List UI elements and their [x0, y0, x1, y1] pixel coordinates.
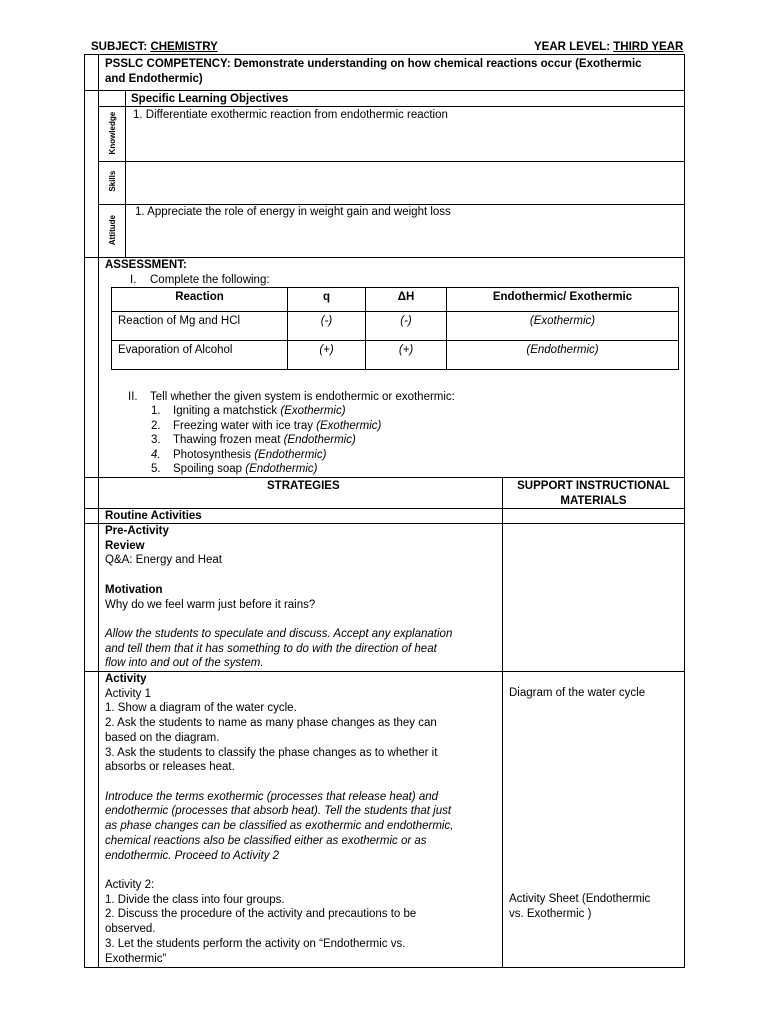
activity2-step: Exothermic” [105, 952, 167, 965]
part2-num: II. [128, 391, 138, 403]
motivation-note-line: and tell them that it has something to do with the direction of heat [105, 642, 437, 655]
item-text: Thawing frozen meat [173, 434, 284, 447]
material-activity-sheet-line2: vs. Exothermic ) [509, 907, 592, 920]
item-num: 2. [151, 419, 161, 432]
activity2-step: 3. Let the students perform the activity on “Endothermic vs. [105, 937, 406, 950]
cell-q: (-) [288, 312, 366, 341]
activity1-step: 1. Show a diagram of the water cycle. [105, 702, 297, 715]
motivation-note-line: Allow the students to speculate and discuss. Accept any explanation [105, 627, 453, 640]
material-activity-sheet-line1: Activity Sheet (Endothermic [509, 893, 651, 905]
divider [84, 90, 685, 91]
materials-heading-line1: SUPPORT INSTRUCTIONAL [517, 480, 670, 492]
materials-heading [503, 479, 684, 508]
attitude-text: 1. Appreciate the role of energy in weight gain and weight loss [135, 206, 451, 218]
frame-right [684, 54, 685, 968]
objectives-heading: Specific Learning Objectives [131, 93, 289, 105]
subject-header [91, 40, 218, 55]
col-header-q: q [288, 288, 366, 312]
table-row [112, 312, 679, 341]
activity1-step: 2. Ask the students to name as many phase changes as they can [105, 717, 437, 730]
item-text: Spoiling soap [173, 463, 246, 476]
motivation-title: Motivation [105, 583, 163, 596]
subject-value: CHEMISTRY [150, 41, 218, 53]
cell-type: (Endothermic) [447, 341, 679, 370]
activity1-note-line: Introduce the terms exothermic (processes that release heat) and [105, 790, 439, 803]
materials-heading-line2: MATERIALS [560, 494, 627, 507]
item-num: 1. [151, 405, 161, 417]
cell-reaction: Evaporation of Alcohol [112, 341, 288, 370]
item-answer: (Endothermic) [245, 463, 318, 476]
activity2-step: 1. Divide the class into four groups. [105, 893, 285, 906]
activity1-note-line: as phase changes can be classified as exothermic and endothermic, [105, 820, 454, 833]
item-num: 5. [151, 463, 161, 476]
divider [84, 477, 685, 478]
subject-label: SUBJECT: [91, 41, 148, 53]
activity2-step: 2. Discuss the procedure of the activity and precautions to be [105, 908, 417, 921]
divider [98, 106, 685, 107]
competency-line2: and Endothermic) [105, 72, 203, 85]
item-num: 4. [151, 448, 161, 461]
year-value: THIRD YEAR [613, 41, 684, 53]
list-item [151, 462, 381, 477]
frame-left [84, 54, 85, 968]
activity2-step: observed. [105, 923, 156, 936]
item-text: Photosynthesis [173, 448, 255, 461]
inner-left-divider [98, 54, 99, 968]
activity-title: Activity [105, 673, 147, 685]
part2-text: Tell whether the given system is endothermic or exothermic: [150, 391, 455, 403]
item-answer: (Exothermic) [316, 419, 382, 432]
cell-q: (+) [288, 341, 366, 370]
table-header-row [112, 288, 679, 312]
frame-bottom [84, 967, 685, 968]
strategies-heading: STRATEGIES [267, 480, 340, 492]
col-header-reaction: Reaction [112, 288, 288, 312]
cell-type: (Exothermic) [447, 312, 679, 341]
motivation-text: Why do we feel warm just before it rains? [105, 598, 316, 611]
item-text: Freezing water with ice tray [173, 419, 317, 432]
routine-activities: Routine Activities [105, 510, 202, 522]
part1-text: Complete the following: [150, 274, 270, 286]
activity1-step: absorbs or releases heat. [105, 761, 235, 774]
material-activity-sheet [509, 892, 650, 921]
competency-line1: PSSLC COMPETENCY: Demonstrate understanding on how chemical reactions occur (Exothermic [105, 58, 642, 70]
knowledge-label: Knowledge [107, 111, 117, 155]
activity1-step: based on the diagram. [105, 731, 220, 744]
list-item [151, 419, 381, 434]
activity1-note-line: chemical reactions also be classified either as exothermic or as [105, 834, 427, 847]
year-label: YEAR LEVEL: [534, 41, 611, 53]
activity2-title: Activity 2: [105, 879, 155, 891]
review-text: Q&A: Energy and Heat [105, 554, 222, 567]
table-row [112, 341, 679, 370]
col-header-type: Endothermic/ Exothermic [447, 288, 679, 312]
activity1-title: Activity 1 [105, 687, 152, 700]
item-answer: (Endothermic) [283, 434, 356, 447]
material-water-cycle: Diagram of the water cycle [509, 687, 646, 699]
objectives-divider [125, 90, 126, 258]
pre-activity-title: Pre-Activity [105, 525, 169, 537]
skills-label: Skills [107, 170, 117, 192]
competency [105, 57, 680, 86]
frame-top [84, 54, 685, 55]
item-text: Igniting a matchstick [173, 405, 281, 417]
part1-num: I. [130, 274, 137, 286]
part2-list [151, 404, 381, 477]
activity1-step: 3. Ask the students to classify the phase changes as to whether it [105, 746, 438, 759]
year-header [534, 40, 683, 55]
review-title: Review [105, 539, 145, 552]
list-item [151, 404, 381, 419]
item-answer: (Endothermic) [254, 448, 327, 461]
cell-dh: (+) [366, 341, 447, 370]
item-answer: (Exothermic) [280, 405, 346, 417]
divider [98, 161, 685, 162]
cell-dh: (-) [366, 312, 447, 341]
activity1-note-line: endothermic. Proceed to Activity 2 [105, 849, 280, 862]
list-item [151, 433, 381, 448]
strategies-divider [502, 477, 503, 968]
pre-activity-block [105, 524, 499, 671]
col-header-dh: ΔH [366, 288, 447, 312]
cell-reaction: Reaction of Mg and HCl [112, 312, 288, 341]
knowledge-text: 1. Differentiate exothermic reaction from endothermic reaction [133, 109, 448, 121]
assessment-table [111, 287, 679, 370]
assessment-heading: ASSESSMENT: [105, 259, 187, 271]
list-item [151, 448, 381, 463]
item-num: 3. [151, 434, 161, 447]
motivation-note-line: flow into and out of the system. [105, 657, 264, 670]
activity1-note-line: endothermic (processes that absorb heat). Tell the students that just [105, 805, 452, 818]
attitude-label: Attitude [107, 215, 117, 246]
activity-block [105, 672, 499, 966]
